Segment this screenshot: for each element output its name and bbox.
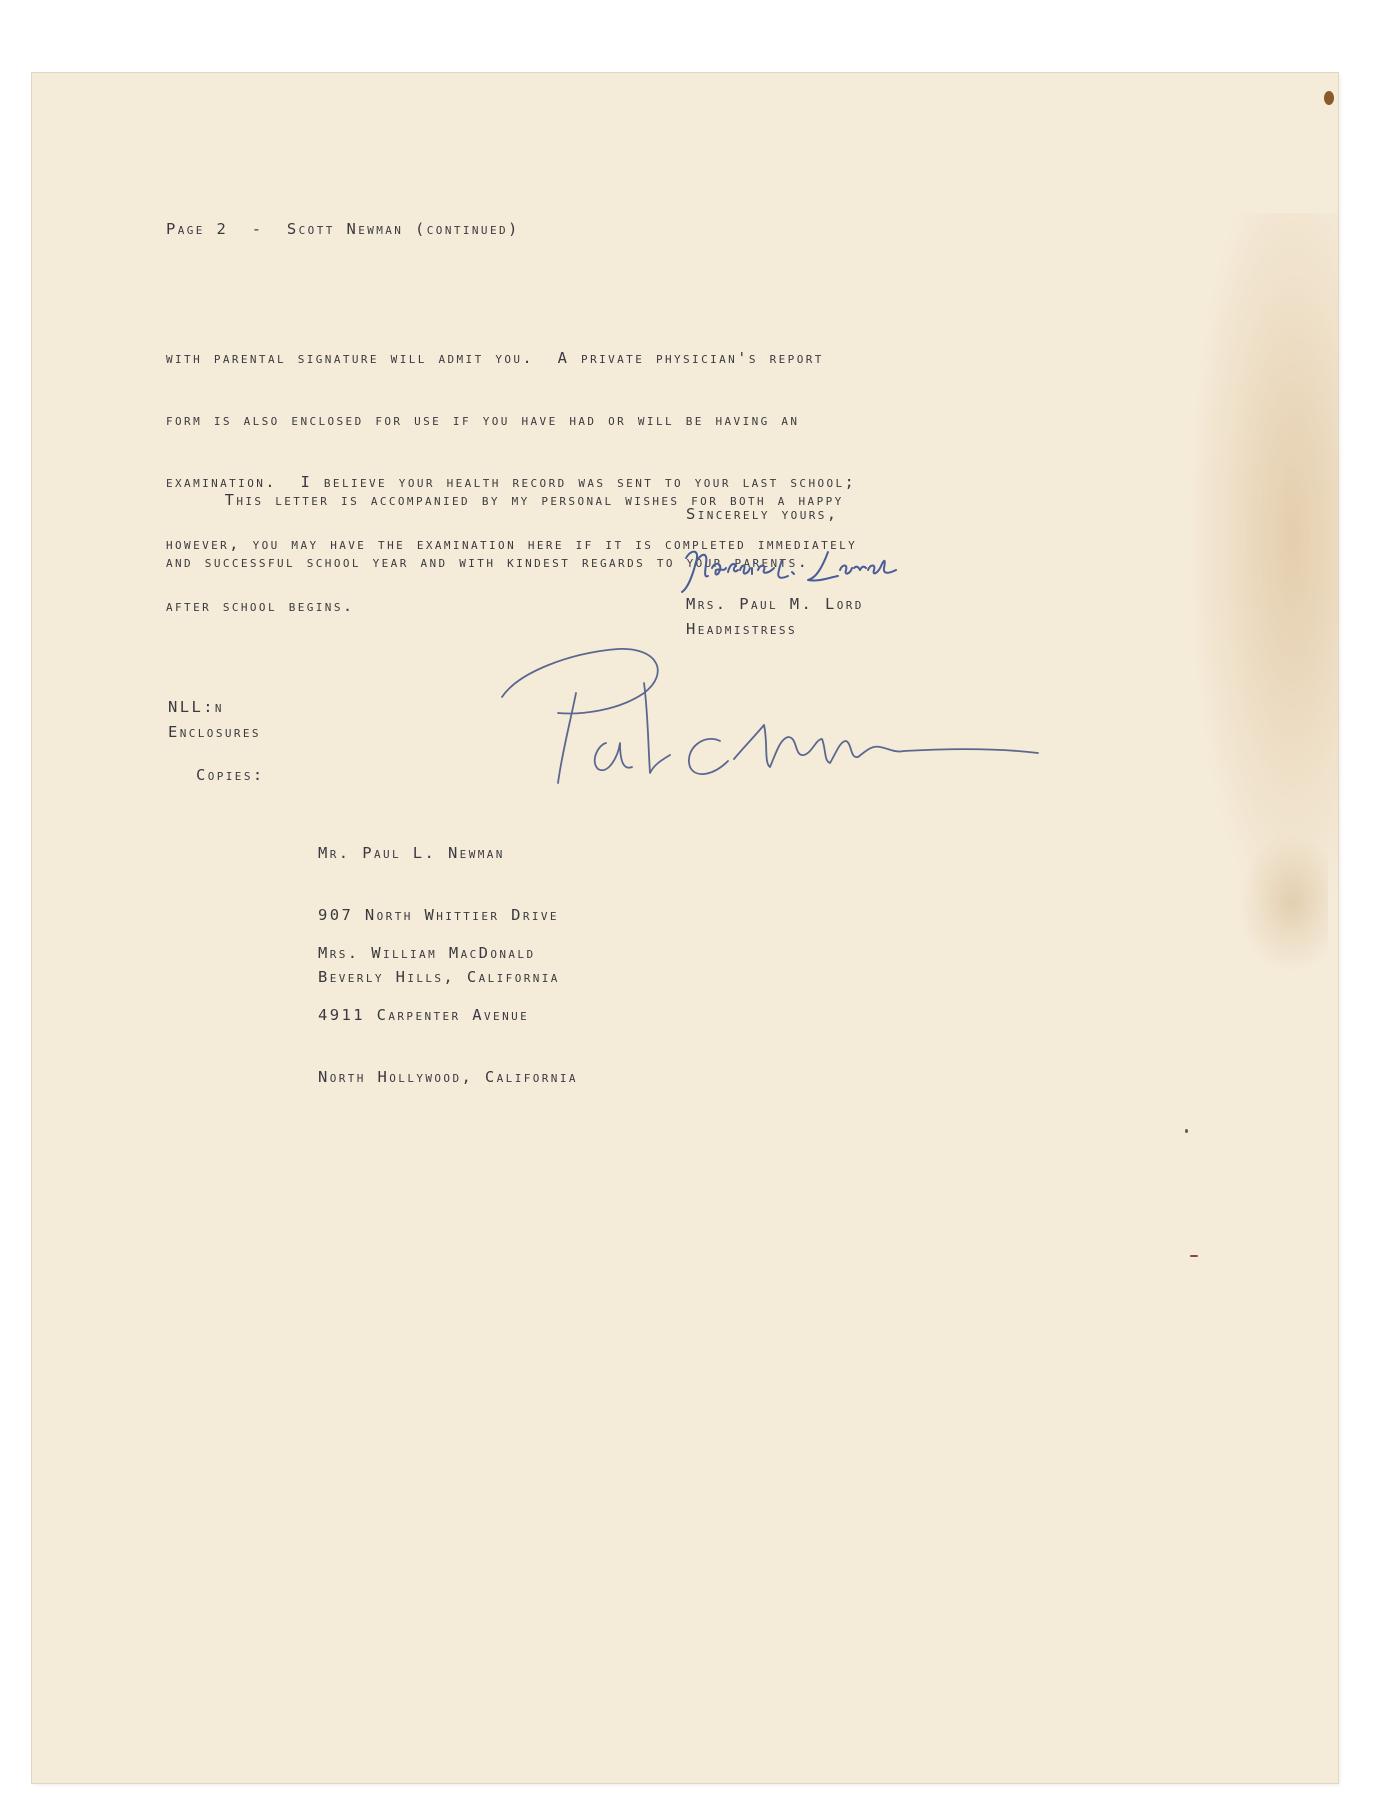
address-line: Mr. Paul L. Newman [318,844,505,862]
copies-label: Copies: [196,766,265,784]
address-line: 4911 Carpenter Avenue [318,1006,530,1024]
page-header: Page 2 - Scott Newman (continued) [166,220,520,238]
paragraph-line: after school begins. [166,597,355,615]
paragraph-line: and successful school year and with kindest regards to your parents. [166,553,810,571]
paragraph-line: form is also enclosed for use if you have had or will be having an [166,411,800,429]
signer-name: Mrs. Paul M. Lord [686,595,864,613]
water-stain [1188,213,1338,933]
closing-salutation: Sincerely yours, [686,505,839,523]
water-stain-lower [1238,833,1328,973]
address-line: Beverly Hills, California [318,968,560,986]
address-line: 907 North Whittier Drive [318,906,559,924]
enclosures-note: Enclosures [168,723,261,741]
typist-initials: NLL:n [168,698,224,716]
paragraph-line: This letter is accompanied by my personal wishes for both a happy [166,491,844,509]
ink-speck [1324,91,1334,105]
signer-title: Headmistress [686,620,797,638]
newman-autograph [458,633,1068,803]
ink-speck [1190,1255,1198,1257]
letter-page [32,73,1338,1783]
lord-signature [678,538,938,598]
ink-speck [1185,1129,1188,1133]
address-line: Mrs. William MacDonald [318,944,536,962]
address-line: North Hollywood, California [318,1068,578,1086]
copy-recipient-2 [318,904,578,1126]
paragraph-line: however, you may have the examination here if it is completed immediately [166,535,858,553]
paragraph-line: examination. I believe your health record was sent to your last school; [166,473,857,491]
paragraph-line: with parental signature will admit you. A private physician's report [166,349,824,367]
